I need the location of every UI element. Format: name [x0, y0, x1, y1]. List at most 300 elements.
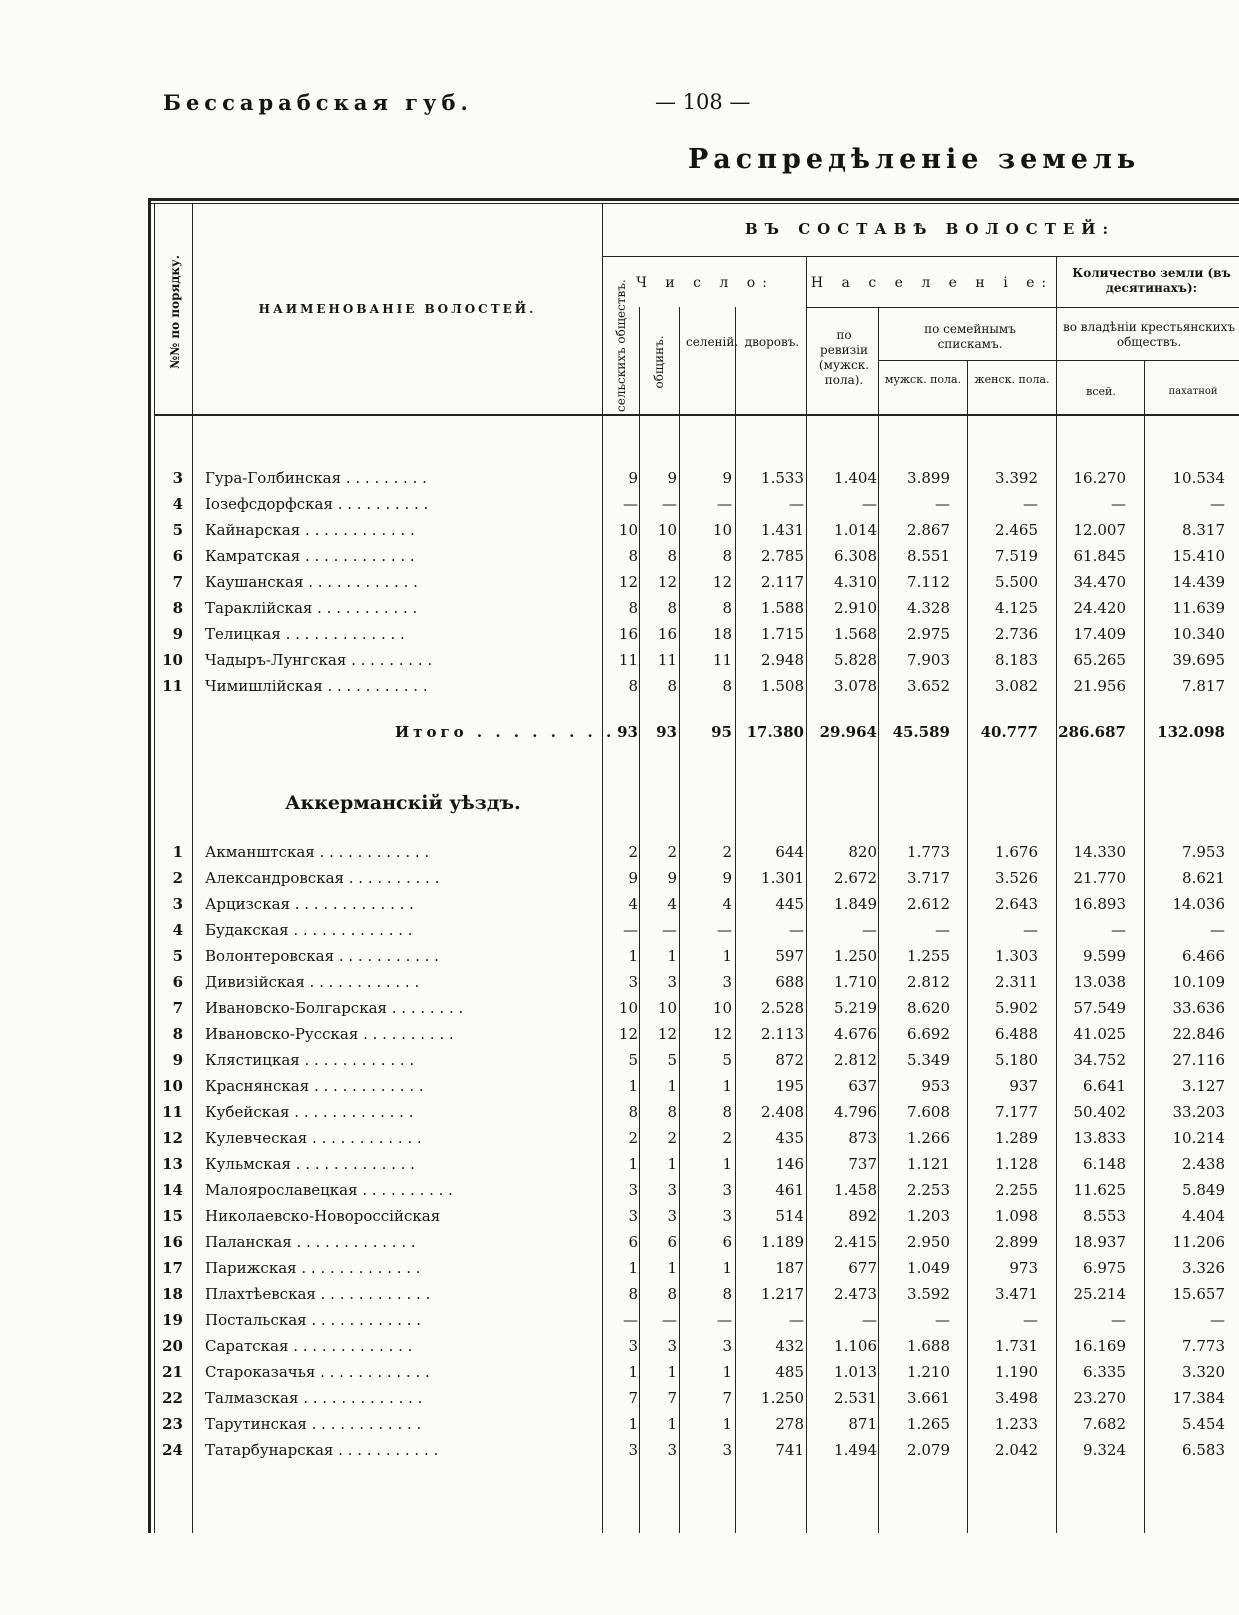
cell: 21.956 [1073, 677, 1126, 695]
row-number: 4 [172, 495, 183, 513]
cell: 17.409 [1073, 625, 1126, 643]
cell: 8.620 [907, 999, 950, 1017]
cell: 2 [722, 843, 732, 861]
cell: 187 [775, 1259, 804, 1277]
cell: 2.415 [834, 1233, 877, 1251]
cell: 57.549 [1073, 999, 1126, 1017]
cell: — [717, 921, 732, 939]
cell: 1.715 [761, 625, 804, 643]
cell: 741 [775, 1441, 804, 1459]
cell: 1 [667, 1077, 677, 1095]
cell: 7.817 [1182, 677, 1225, 695]
cell: 6 [722, 1233, 732, 1251]
volost-name: Дивизійская . . . . . . . . . . . . [205, 973, 420, 991]
row-number: 12 [162, 1129, 183, 1147]
cell: 4.796 [834, 1103, 877, 1121]
cell: 10 [712, 999, 732, 1017]
cell: — [862, 1311, 877, 1329]
cell: 4.328 [907, 599, 950, 617]
cell: 2.079 [907, 1441, 950, 1459]
cell: 1.508 [761, 677, 804, 695]
cell: 3.652 [907, 677, 950, 695]
cell: 8 [628, 599, 638, 617]
cell: 1 [722, 947, 732, 965]
cell: 3 [628, 1337, 638, 1355]
col-header-rural-societies: сельскихъ обществъ. [614, 279, 628, 412]
cell: 10.214 [1172, 1129, 1225, 1147]
cell: 445 [775, 895, 804, 913]
col-header-arable: пахатной [1168, 386, 1218, 397]
cell: 10 [618, 999, 638, 1017]
cell: 1.217 [761, 1285, 804, 1303]
col-header-communities: общинъ. [652, 335, 666, 389]
cell: 23.270 [1073, 1389, 1126, 1407]
cell: 34.470 [1073, 573, 1126, 591]
cell: 17.380 [746, 723, 804, 741]
cell: 1.250 [834, 947, 877, 965]
row-number: 23 [162, 1415, 183, 1433]
cell: 18.937 [1073, 1233, 1126, 1251]
cell: 34.752 [1073, 1051, 1126, 1069]
cell: 11.625 [1073, 1181, 1126, 1199]
cell: — [623, 1311, 638, 1329]
volost-name: Староказачья . . . . . . . . . . . . [205, 1363, 430, 1381]
cell: 6.466 [1182, 947, 1225, 965]
volost-name: Талмазская . . . . . . . . . . . . . [205, 1389, 423, 1407]
cell: 8 [667, 547, 677, 565]
cell: — [789, 921, 804, 939]
cell: 3 [722, 973, 732, 991]
volost-name: Парижская . . . . . . . . . . . . . [205, 1259, 421, 1277]
table-row [150, 569, 1239, 595]
cell: 1 [628, 1155, 638, 1173]
row-number: 22 [162, 1389, 183, 1407]
cell: 4.676 [834, 1025, 877, 1043]
cell: 10 [618, 521, 638, 539]
cell: 195 [775, 1077, 804, 1095]
col-header-count: Ч и с л о: [636, 275, 774, 291]
volost-name: Акманштская . . . . . . . . . . . . [205, 843, 430, 861]
table-row [150, 1333, 1239, 1359]
cell: 27.116 [1172, 1051, 1225, 1069]
cell: 8 [722, 1103, 732, 1121]
cell: 2.812 [907, 973, 950, 991]
cell: 6.641 [1083, 1077, 1126, 1095]
cell: — [1210, 921, 1225, 939]
cell: 1 [628, 1415, 638, 1433]
row-number: 7 [172, 999, 183, 1017]
cell: 1.203 [907, 1207, 950, 1225]
cell: 4 [667, 895, 677, 913]
cell: 16.169 [1073, 1337, 1126, 1355]
table-row [150, 1385, 1239, 1411]
cell: 9 [628, 869, 638, 887]
cell: 3.471 [995, 1285, 1038, 1303]
cell: 1.431 [761, 521, 804, 539]
cell: 18 [712, 625, 732, 643]
cell: 3.082 [995, 677, 1038, 695]
row-number: 8 [172, 599, 183, 617]
cell: 33.636 [1172, 999, 1225, 1017]
cell: 2 [628, 843, 638, 861]
cell: 1 [667, 1415, 677, 1433]
cell: 3 [667, 1181, 677, 1199]
cell: — [789, 1311, 804, 1329]
volost-name: Іозефсдорфская . . . . . . . . . . [205, 495, 429, 513]
volost-name: Волонтеровская . . . . . . . . . . . [205, 947, 439, 965]
cell: 95 [711, 723, 732, 741]
cell: 5 [722, 1051, 732, 1069]
cell: 9 [667, 869, 677, 887]
col-header-female: женск. пола. [974, 373, 1050, 386]
volost-name: Арцизская . . . . . . . . . . . . . [205, 895, 414, 913]
cell: 637 [848, 1077, 877, 1095]
col-header-households: дворовъ. [744, 335, 800, 349]
cell: 9 [667, 469, 677, 487]
cell: 8 [628, 1285, 638, 1303]
cell: 8 [628, 677, 638, 695]
cell: 13.833 [1073, 1129, 1126, 1147]
cell: — [1023, 921, 1038, 939]
row-number: 6 [172, 973, 183, 991]
cell: — [662, 921, 677, 939]
cell: 2.255 [995, 1181, 1038, 1199]
cell: 5 [628, 1051, 638, 1069]
row-number: 20 [162, 1337, 183, 1355]
cell: 3.661 [907, 1389, 950, 1407]
cell: 1.250 [761, 1389, 804, 1407]
cell: 3 [667, 1337, 677, 1355]
cell: 2.113 [761, 1025, 804, 1043]
cell: 3 [722, 1207, 732, 1225]
cell: 16 [657, 625, 677, 643]
volost-name: Татарбунарская . . . . . . . . . . . [205, 1441, 439, 1459]
row-number: 7 [172, 573, 183, 591]
cell: 2.785 [761, 547, 804, 565]
cell: — [623, 495, 638, 513]
cell: 7.112 [907, 573, 950, 591]
cell: 13.038 [1073, 973, 1126, 991]
cell: 7 [722, 1389, 732, 1407]
cell: 1 [667, 1363, 677, 1381]
col-header-family-lists: по семейнымъ спискамъ. [924, 322, 1016, 351]
table-row [150, 517, 1239, 543]
cell: 1.255 [907, 947, 950, 965]
cell: 6.583 [1182, 1441, 1225, 1459]
volost-name: Чадыръ-Лунгская . . . . . . . . . [205, 651, 433, 669]
cell: 7.903 [907, 651, 950, 669]
cell: 8 [628, 1103, 638, 1121]
cell: 65.265 [1073, 651, 1126, 669]
cell: 1.301 [761, 869, 804, 887]
page-title: Распредѣленіе земель [688, 144, 1141, 175]
cell: 45.589 [892, 723, 950, 741]
cell: 2.253 [907, 1181, 950, 1199]
cell: 9 [722, 869, 732, 887]
volost-name: Плахтѣевская . . . . . . . . . . . . [205, 1285, 431, 1303]
col-header-villages: селеній. [686, 335, 739, 349]
cell: 1.458 [834, 1181, 877, 1199]
cell: 1.049 [907, 1259, 950, 1277]
row-number: 5 [172, 947, 183, 965]
cell: 1.676 [995, 843, 1038, 861]
cell: 4 [722, 895, 732, 913]
cell: 688 [775, 973, 804, 991]
volost-name: Тарутинская . . . . . . . . . . . . [205, 1415, 422, 1433]
cell: 2.473 [834, 1285, 877, 1303]
cell: 10.340 [1172, 625, 1225, 643]
volost-name: Саратская . . . . . . . . . . . . . [205, 1337, 413, 1355]
cell: 1.121 [907, 1155, 950, 1173]
cell: 6 [628, 1233, 638, 1251]
cell: 2.950 [907, 1233, 950, 1251]
cell: 2.948 [761, 651, 804, 669]
cell: 2.408 [761, 1103, 804, 1121]
cell: 61.845 [1073, 547, 1126, 565]
cell: — [1023, 1311, 1038, 1329]
cell: 6.148 [1083, 1155, 1126, 1173]
col-header-male: мужск. пола. [884, 373, 962, 386]
cell: 2.736 [995, 625, 1038, 643]
col-header-name: НАИМЕНОВАНІЕ ВОЛОСТЕЙ. [258, 302, 537, 316]
cell: — [1023, 495, 1038, 513]
cell: — [935, 1311, 950, 1329]
cell: — [1111, 1311, 1126, 1329]
cell: 973 [1009, 1259, 1038, 1277]
cell: 40.777 [980, 723, 1038, 741]
cell: 14.036 [1172, 895, 1225, 913]
row-number: 5 [172, 521, 183, 539]
cell: 892 [848, 1207, 877, 1225]
table-row [150, 1177, 1239, 1203]
cell: 21.770 [1073, 869, 1126, 887]
cell: 1.710 [834, 973, 877, 991]
cell: 24.420 [1073, 599, 1126, 617]
cell: 3.526 [995, 869, 1038, 887]
volost-name: Постальская . . . . . . . . . . . . [205, 1311, 422, 1329]
cell: 1.533 [761, 469, 804, 487]
cell: 435 [775, 1129, 804, 1147]
cell: 3.326 [1182, 1259, 1225, 1277]
cell: 1 [722, 1077, 732, 1095]
cell: 8 [628, 547, 638, 565]
cell: 11.206 [1172, 1233, 1225, 1251]
row-number: 24 [162, 1441, 183, 1459]
cell: 11 [712, 651, 732, 669]
cell: 11.639 [1172, 599, 1225, 617]
cell: — [717, 1311, 732, 1329]
cell: 10 [657, 521, 677, 539]
volost-name: Малоярославецкая . . . . . . . . . . [205, 1181, 453, 1199]
cell: 6 [667, 1233, 677, 1251]
cell: 485 [775, 1363, 804, 1381]
volost-name: Ивановско-Болгарская . . . . . . . . [205, 999, 464, 1017]
cell: 2.042 [995, 1441, 1038, 1459]
cell: 1.190 [995, 1363, 1038, 1381]
page-number: — 108 — [655, 90, 751, 114]
cell: — [623, 921, 638, 939]
row-number: 15 [162, 1207, 183, 1225]
cell: 8.621 [1182, 869, 1225, 887]
cell: 9.324 [1083, 1441, 1126, 1459]
cell: 50.402 [1073, 1103, 1126, 1121]
cell: 2.672 [834, 869, 877, 887]
table-row [150, 1307, 1239, 1333]
cell: 10 [712, 521, 732, 539]
cell: 3.078 [834, 677, 877, 695]
cell: 7.177 [995, 1103, 1038, 1121]
table-row [150, 839, 1239, 865]
cell: 3 [667, 973, 677, 991]
cell: 8.551 [907, 547, 950, 565]
cell: 3 [722, 1181, 732, 1199]
cell: 12 [657, 573, 677, 591]
cell: 1.404 [834, 469, 877, 487]
cell: 6.488 [995, 1025, 1038, 1043]
row-number: 18 [162, 1285, 183, 1303]
cell: 1.289 [995, 1129, 1038, 1147]
table-row [150, 891, 1239, 917]
table-row [150, 647, 1239, 673]
table-row [150, 621, 1239, 647]
cell: 2 [628, 1129, 638, 1147]
cell: 873 [848, 1129, 877, 1147]
cell: 1.688 [907, 1337, 950, 1355]
cell: 2.438 [1182, 1155, 1225, 1173]
cell: 278 [775, 1415, 804, 1433]
cell: 1.773 [907, 843, 950, 861]
cell: 432 [775, 1337, 804, 1355]
cell: — [1111, 495, 1126, 513]
cell: 3.592 [907, 1285, 950, 1303]
total-row [150, 719, 1239, 745]
volost-name: Краснянская . . . . . . . . . . . . [205, 1077, 424, 1095]
cell: 5.500 [995, 573, 1038, 591]
cell: 4 [628, 895, 638, 913]
row-number: 4 [172, 921, 183, 939]
cell: 1.189 [761, 1233, 804, 1251]
cell: 1.568 [834, 625, 877, 643]
cell: 1.266 [907, 1129, 950, 1147]
cell: 16.270 [1073, 469, 1126, 487]
cell: 3.717 [907, 869, 950, 887]
cell: — [662, 1311, 677, 1329]
cell: 737 [848, 1155, 877, 1173]
cell: 3.899 [907, 469, 950, 487]
cell: 3 [722, 1337, 732, 1355]
volost-name: Клястицкая . . . . . . . . . . . . [205, 1051, 415, 1069]
cell: 6.335 [1083, 1363, 1126, 1381]
table-row [150, 917, 1239, 943]
cell: 7.953 [1182, 843, 1225, 861]
cell: 3.127 [1182, 1077, 1225, 1095]
cell: 10 [657, 999, 677, 1017]
volost-name: Кульмская . . . . . . . . . . . . . [205, 1155, 415, 1173]
total-label: Итого . . . . . . . . [395, 723, 616, 741]
cell: 1.494 [834, 1441, 877, 1459]
cell: 14.439 [1172, 573, 1225, 591]
cell: — [789, 495, 804, 513]
cell: 5.902 [995, 999, 1038, 1017]
row-number: 13 [162, 1155, 183, 1173]
row-number: 10 [162, 1077, 183, 1095]
volost-name: Гура-Голбинская . . . . . . . . . [205, 469, 427, 487]
col-header-population: Н а с е л е н і е: [810, 275, 1054, 291]
row-number: 19 [162, 1311, 183, 1329]
cell: 1.128 [995, 1155, 1038, 1173]
cell: 3 [628, 973, 638, 991]
volost-name: Кубейская . . . . . . . . . . . . . [205, 1103, 414, 1121]
cell: 5 [667, 1051, 677, 1069]
cell: 7.519 [995, 547, 1038, 565]
cell: — [862, 921, 877, 939]
table-row [150, 1359, 1239, 1385]
table-row [150, 1125, 1239, 1151]
row-number: 9 [172, 1051, 183, 1069]
cell: 17.384 [1172, 1389, 1225, 1407]
cell: 1 [722, 1363, 732, 1381]
cell: 2 [667, 1129, 677, 1147]
cell: 5.828 [834, 651, 877, 669]
cell: 8.317 [1182, 521, 1225, 539]
cell: 5.219 [834, 999, 877, 1017]
cell: 1.098 [995, 1207, 1038, 1225]
volost-name: Кулевческая . . . . . . . . . . . . [205, 1129, 422, 1147]
cell: 1 [667, 1259, 677, 1277]
volost-name: Николаевско-Новороссійская [205, 1207, 441, 1225]
cell: 9.599 [1083, 947, 1126, 965]
table-row [150, 1229, 1239, 1255]
table-row [150, 1073, 1239, 1099]
volost-name: Чимишлійская . . . . . . . . . . . [205, 677, 428, 695]
cell: 677 [848, 1259, 877, 1277]
row-number: 21 [162, 1363, 183, 1381]
table-row [150, 1021, 1239, 1047]
cell: 8 [722, 1285, 732, 1303]
cell: 8 [667, 677, 677, 695]
cell: 2.528 [761, 999, 804, 1017]
cell: 1.731 [995, 1337, 1038, 1355]
cell: 7.682 [1083, 1415, 1126, 1433]
cell: 11 [618, 651, 638, 669]
cell: — [1210, 1311, 1225, 1329]
cell: 6.975 [1083, 1259, 1126, 1277]
cell: 5.849 [1182, 1181, 1225, 1199]
cell: 2.867 [907, 521, 950, 539]
table-row [150, 673, 1239, 699]
col-header-revision: по ревизіи (мужск. пола). [818, 328, 870, 387]
row-number: 11 [162, 677, 183, 695]
cell: 4.404 [1182, 1207, 1225, 1225]
cell: 2.465 [995, 521, 1038, 539]
row-number: 1 [172, 843, 183, 861]
cell: 2.975 [907, 625, 950, 643]
cell: 12 [618, 1025, 638, 1043]
cell: 872 [775, 1051, 804, 1069]
cell: 146 [775, 1155, 804, 1173]
table-row [150, 1203, 1239, 1229]
cell: — [662, 495, 677, 513]
row-number: 9 [172, 625, 183, 643]
cell: 1 [722, 1155, 732, 1173]
row-number: 8 [172, 1025, 183, 1043]
cell: 12 [657, 1025, 677, 1043]
cell: 2.117 [761, 573, 804, 591]
cell: 5.180 [995, 1051, 1038, 1069]
cell: 1.588 [761, 599, 804, 617]
cell: 1.013 [834, 1363, 877, 1381]
cell: 286.687 [1058, 723, 1126, 741]
